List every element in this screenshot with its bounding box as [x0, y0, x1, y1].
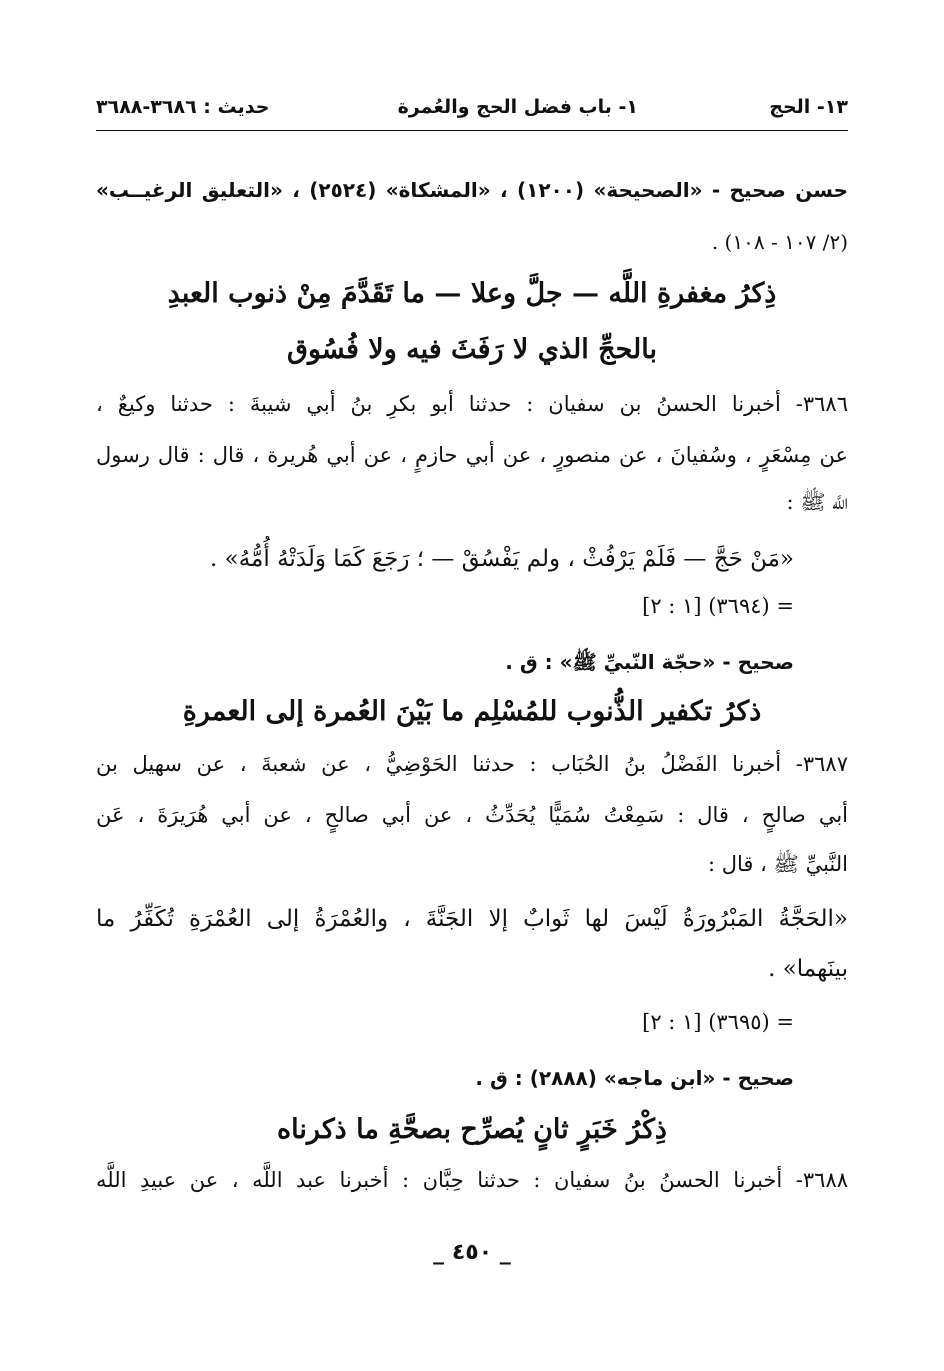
hadith-3688-line1: ٣٦٨٨- أخبرنا الحسنُ بنُ سفيان : حدثنا حِبَّان : أخبرنا عبد اللَّه ، عن عبيدِ اللَّه: [96, 1168, 849, 1192]
hadith-3687-crossref: = (٣٦٩٥) [١ : ٢]: [642, 1010, 794, 1034]
hadith-3687-line3: النَّبيِّ ﷺ ، قال :: [707, 852, 848, 876]
header-rule: [96, 130, 848, 131]
hadith-3687-grade: صحيح - «ابن ماجه» (٢٨٨٨) : ق .: [475, 1066, 794, 1090]
hadith-3686-crossref: = (٣٦٩٤) [١ : ٢]: [642, 594, 794, 618]
page-number: _ ٤٥٠ _: [433, 1240, 511, 1265]
hadith-3686-line2: عن مِسْعَرٍ ، وسُفيانَ ، عن منصورٍ ، عن أبي حازمٍ ، عن أبي هُريرة ، قال : قال رسول: [96, 443, 848, 467]
running-header: [96, 96, 848, 130]
chapter-title: ١٣- الحج: [769, 96, 848, 118]
grading-line-cont: (٢/ ١٠٧ - ١٠٨) .: [711, 230, 848, 254]
grading-line: حسن صحيح - «الصحيحة» (١٢٠٠) ، «المشكاة» (٢٥٢٤) ، «التعليق الرغيــب»: [96, 178, 848, 202]
hadith-3686-line3: اللَّه ﷺ :: [786, 490, 848, 514]
hadith-3687-line2: أبي صالحٍ ، قال : سَمِعْتُ سُمَيًّا يُحَدِّثُ ، عن أبي صالحٍ ، عن أبي هُرَيرَةَ ، عَن: [96, 803, 848, 827]
hadith-3686-grade: صحيح - «حجّة النّبيِّ ﷺ» : ق .: [505, 650, 794, 674]
chapter-heading: ذِكرُ مغفرةِ اللَّه — جلَّ وعلا — ما تَقَدَّمَ مِنْ ذنوب العبدِ: [167, 278, 777, 309]
chapter-heading-cont: بالحجِّ الذي لا رَفَثَ فيه ولا فُسُوق: [287, 334, 657, 365]
hadith-3687-matn-cont: بينَهما» .: [768, 956, 848, 982]
hadith-3687-matn: «الحَجَّةُ المَبْرُورَةُ لَيْسَ لها ثَوابٌ إلا الجَنَّةَ ، والعُمْرَةُ إلى العُمْرَةِ تُكَفِّرُ ما: [96, 906, 848, 932]
hadith-3687-line1: ٣٦٨٧- أخبرنا الفَضْلُ بنُ الحُبَاب : حدثنا الحَوْضِيُّ ، عن شعبةَ ، عن سهيل بن: [96, 752, 848, 776]
section-title: ١- باب فضل الحج والعُمرة: [397, 96, 638, 118]
hadith-3686-line1: ٣٦٨٦- أخبرنا الحسنُ بن سفيان : حدثنا أبو بكرِ بنُ أبي شيبةَ : حدثنا وكيعٌ ،: [96, 392, 848, 416]
hadith-range: حديث : ٣٦٨٦-٣٦٨٨: [96, 96, 270, 118]
hadith-3686-matn: «مَنْ حَجَّ — فَلَمْ يَرْفُثْ ، ولم يَفْسُقْ — ؛ رَجَعَ كَمَا وَلَدَتْهُ أُمُّهُ» .: [210, 546, 794, 572]
chapter-heading: ذكرُ تكفير الذُّنوب للمُسْلِم ما بَيْنَ العُمرة إلى العمرةِ: [182, 696, 762, 727]
chapter-heading: ذِكْرُ خَبَرٍ ثانٍ يُصرِّح بصحَّةِ ما ذكرناه: [277, 1114, 667, 1145]
